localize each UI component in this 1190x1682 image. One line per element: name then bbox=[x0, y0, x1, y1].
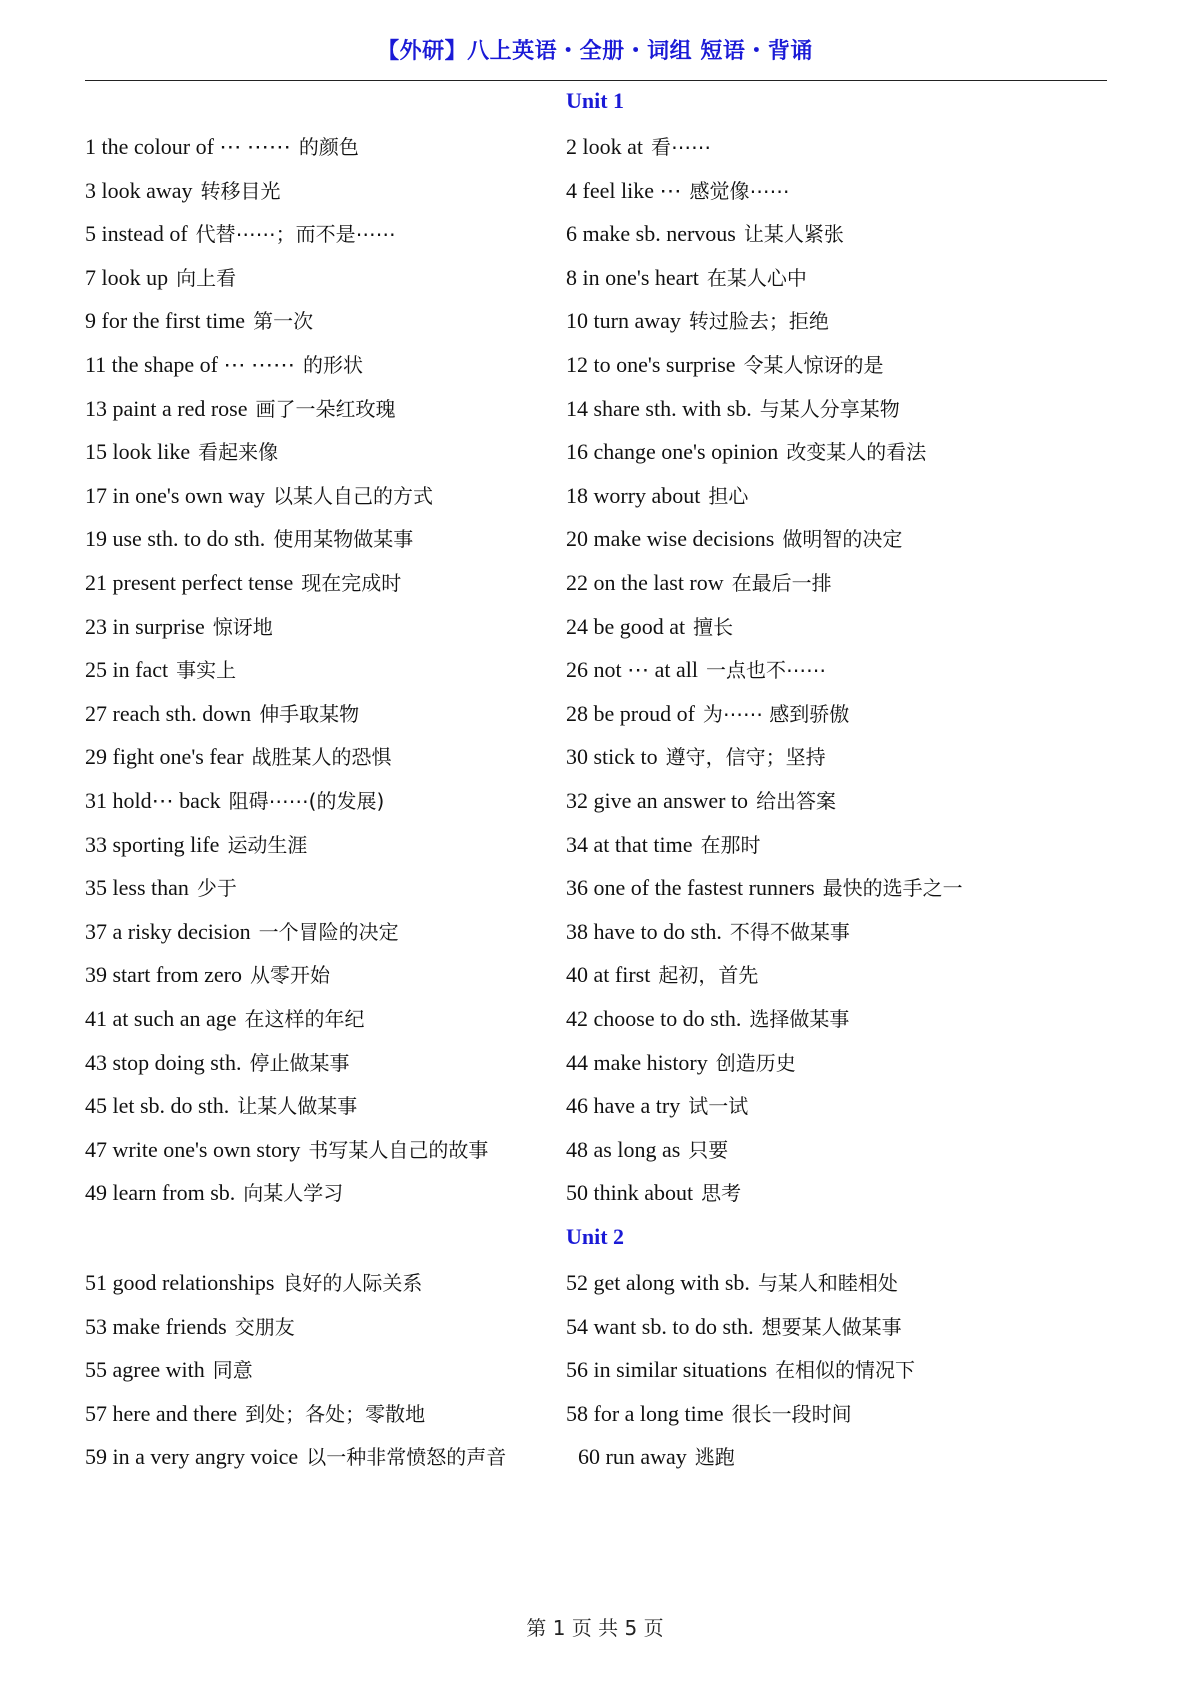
phrase-item bbox=[85, 1135, 488, 1165]
phrase-row bbox=[85, 568, 1107, 598]
phrase-chinese: 在最后一排 bbox=[731, 571, 832, 595]
phrase-english: 60 run away bbox=[578, 1444, 687, 1470]
phrase-english: 47 write one's own story bbox=[85, 1136, 301, 1162]
phrase-row bbox=[85, 219, 1107, 249]
page-header-title: 【外研】八上英语・全册・词组 短语・背诵 bbox=[377, 38, 813, 64]
phrase-english: 24 be good at bbox=[566, 613, 686, 639]
phrase-chinese: 惊讶地 bbox=[212, 614, 273, 639]
phrase-item bbox=[566, 219, 844, 249]
phrase-english: 58 for a long time bbox=[566, 1400, 724, 1426]
phrase-chinese: 思考 bbox=[701, 1181, 742, 1206]
phrase-row bbox=[85, 1135, 1107, 1165]
phrase-english: 34 at that time bbox=[566, 831, 693, 857]
phrase-chinese: 很长一段时间 bbox=[731, 1401, 852, 1426]
phrase-chinese: 在这样的年纪 bbox=[244, 1007, 365, 1031]
phrase-chinese: 逃跑 bbox=[694, 1445, 735, 1470]
phrase-row bbox=[85, 263, 1107, 293]
phrase-item bbox=[85, 568, 401, 598]
phrase-english: 56 in similar situations bbox=[566, 1357, 768, 1383]
phrase-item bbox=[85, 524, 413, 554]
phrase-english: 43 stop doing sth. bbox=[85, 1049, 242, 1075]
phrase-item bbox=[566, 394, 900, 424]
phrase-row bbox=[85, 873, 1107, 903]
phrase-english: 51 good relationships bbox=[85, 1270, 275, 1295]
phrase-item bbox=[566, 917, 850, 947]
phrase-item bbox=[566, 481, 748, 511]
unit-title: Unit 2 bbox=[565, 1224, 625, 1249]
phrase-item bbox=[85, 176, 281, 206]
phrase-english: 45 let sb. do sth. bbox=[85, 1093, 230, 1119]
phrase-chinese: 同意 bbox=[212, 1358, 253, 1383]
phrase-english: 42 choose to do sth. bbox=[566, 1006, 742, 1031]
phrase-chinese: 担心 bbox=[708, 483, 749, 508]
phrase-chinese: 少于 bbox=[196, 876, 237, 901]
phrase-item bbox=[566, 1048, 796, 1078]
phrase-chinese: 良好的人际关系 bbox=[282, 1271, 423, 1295]
phrase-row bbox=[85, 1355, 1107, 1385]
phrase-row bbox=[85, 1091, 1107, 1121]
phrase-chinese: 擅长 bbox=[693, 614, 734, 639]
phrase-item bbox=[566, 830, 760, 860]
phrase-item bbox=[85, 132, 359, 162]
phrase-item bbox=[85, 1312, 295, 1342]
phrase-item bbox=[85, 394, 396, 424]
phrase-item bbox=[85, 263, 236, 293]
phrase-item bbox=[85, 960, 330, 990]
phrase-row bbox=[85, 830, 1107, 860]
phrase-row bbox=[85, 437, 1107, 467]
phrase-english: 4 feel like ⋯ bbox=[566, 177, 682, 203]
phrase-chinese: 看起来像 bbox=[198, 440, 279, 465]
phrase-english: 32 give an answer to bbox=[566, 788, 749, 813]
phrase-row bbox=[85, 655, 1107, 685]
phrase-chinese: 选择做某事 bbox=[749, 1007, 850, 1031]
phrase-chinese: 向上看 bbox=[176, 265, 237, 290]
phrase-item bbox=[85, 437, 278, 467]
phrase-english: 27 reach sth. down bbox=[85, 700, 252, 726]
phrase-english: 46 have a try bbox=[566, 1093, 681, 1119]
phrase-item bbox=[85, 1399, 425, 1429]
phrase-chinese: 伸手取某物 bbox=[259, 701, 360, 726]
phrase-english: 1 the colour of ⋯ ⋯⋯ bbox=[85, 134, 291, 159]
phrase-chinese: 令某人惊讶的是 bbox=[743, 353, 884, 377]
phrase-item bbox=[566, 873, 963, 903]
phrase-english: 11 the shape of ⋯ ⋯⋯ bbox=[85, 352, 295, 377]
phrase-english: 13 paint a red rose bbox=[85, 395, 248, 421]
phrase-english: 30 stick to bbox=[566, 744, 658, 770]
phrase-english: 40 at first bbox=[566, 962, 651, 988]
phrase-english: 54 want sb. to do sth. bbox=[566, 1313, 754, 1339]
phrase-item bbox=[578, 1442, 735, 1472]
phrase-row bbox=[85, 524, 1107, 554]
phrase-chinese: 书写某人自己的故事 bbox=[308, 1137, 489, 1162]
phrase-english: 59 in a very angry voice bbox=[85, 1444, 299, 1470]
phrase-item bbox=[566, 437, 926, 467]
phrase-item bbox=[566, 350, 884, 380]
phrase-chinese: 感觉像⋯⋯ bbox=[689, 178, 790, 203]
phrase-english: 9 for the first time bbox=[85, 308, 246, 334]
phrase-english: 3 look away bbox=[85, 177, 193, 203]
phrase-row bbox=[85, 1442, 1107, 1472]
phrase-chinese: 创造历史 bbox=[715, 1050, 796, 1075]
phrase-row bbox=[85, 699, 1107, 729]
phrase-row bbox=[85, 1268, 1107, 1298]
phrase-chinese: 与某人分享某物 bbox=[759, 396, 900, 421]
phrase-item bbox=[566, 1135, 728, 1165]
phrase-english: 49 learn from sb. bbox=[85, 1180, 236, 1206]
phrase-chinese: 阻碍⋯⋯(的发展) bbox=[228, 789, 385, 813]
phrase-chinese: 使用某物做某事 bbox=[273, 527, 414, 552]
unit-title: Unit 1 bbox=[565, 88, 625, 113]
phrase-item bbox=[85, 1178, 343, 1208]
phrase-chinese: 的颜色 bbox=[298, 135, 359, 159]
phrase-chinese: 以某人自己的方式 bbox=[272, 483, 433, 508]
phrase-english: 6 make sb. nervous bbox=[566, 221, 736, 247]
phrase-item bbox=[85, 699, 359, 729]
phrase-row bbox=[85, 176, 1107, 206]
phrase-chinese: 起初，首先 bbox=[658, 963, 759, 988]
phrase-row bbox=[85, 132, 1107, 162]
phrase-english: 16 change one's opinion bbox=[566, 439, 779, 465]
phrase-english: 38 have to do sth. bbox=[566, 918, 722, 944]
phrase-english: 7 look up bbox=[85, 264, 169, 290]
header-divider bbox=[85, 80, 1107, 81]
phrase-chinese: 只要 bbox=[688, 1137, 729, 1162]
phrase-item bbox=[85, 830, 307, 860]
phrase-english: 55 agree with bbox=[85, 1357, 205, 1383]
phrase-item bbox=[85, 1355, 253, 1385]
phrase-english: 50 think about bbox=[566, 1180, 694, 1206]
phrase-item bbox=[566, 742, 826, 772]
phrase-english: 29 fight one's fear bbox=[85, 744, 244, 770]
phrase-english: 15 look like bbox=[85, 439, 191, 465]
phrase-english: 8 in one's heart bbox=[566, 264, 699, 290]
phrase-english: 18 worry about bbox=[566, 482, 701, 508]
phrase-chinese: 一个冒险的决定 bbox=[258, 919, 399, 944]
phrase-english: 44 make history bbox=[566, 1049, 708, 1075]
phrase-english: 57 here and there bbox=[85, 1400, 238, 1426]
page-footer: 第 1 页 共 5 页 bbox=[526, 1616, 664, 1640]
phrase-chinese: 在相似的情况下 bbox=[775, 1358, 916, 1383]
phrase-english: 22 on the last row bbox=[566, 570, 724, 595]
phrase-item bbox=[85, 917, 399, 947]
phrase-item bbox=[566, 568, 832, 598]
phrase-row bbox=[85, 394, 1107, 424]
phrase-chinese: 想要某人做某事 bbox=[761, 1314, 902, 1339]
phrase-chinese: 向某人学习 bbox=[243, 1181, 344, 1206]
phrase-english: 25 in fact bbox=[85, 657, 169, 683]
phrase-chinese: 不得不做某事 bbox=[729, 919, 850, 944]
phrase-item bbox=[85, 786, 384, 816]
phrase-item bbox=[566, 1178, 741, 1208]
phrase-chinese: 在那时 bbox=[700, 832, 761, 857]
phrase-item bbox=[566, 1355, 915, 1385]
phrase-item bbox=[85, 1442, 506, 1472]
phrase-item bbox=[566, 1268, 898, 1298]
phrase-chinese: 转移目光 bbox=[200, 178, 281, 203]
phrase-item bbox=[85, 1268, 422, 1298]
phrase-english: 23 in surprise bbox=[85, 613, 205, 639]
phrase-chinese: 交朋友 bbox=[234, 1314, 295, 1339]
phrase-item bbox=[85, 219, 396, 249]
phrase-item bbox=[85, 306, 313, 336]
phrase-item bbox=[566, 1399, 852, 1429]
phrase-chinese: 遵守，信守；坚持 bbox=[665, 745, 826, 770]
phrase-chinese: 以一种非常愤怒的声音 bbox=[306, 1445, 507, 1470]
phrase-chinese: 现在完成时 bbox=[301, 571, 402, 595]
phrase-chinese: 的形状 bbox=[302, 353, 363, 377]
phrase-english: 20 make wise decisions bbox=[566, 526, 775, 552]
phrase-item bbox=[85, 1091, 357, 1121]
phrase-english: 14 share sth. with sb. bbox=[566, 395, 752, 421]
phrase-english: 19 use sth. to do sth. bbox=[85, 526, 266, 552]
phrase-row bbox=[85, 306, 1107, 336]
phrase-row bbox=[85, 1178, 1107, 1208]
phrase-item bbox=[566, 524, 902, 554]
phrase-english: 21 present perfect tense bbox=[85, 570, 294, 595]
phrase-item bbox=[85, 481, 433, 511]
phrase-english: 28 be proud of bbox=[566, 700, 695, 726]
phrase-chinese: 给出答案 bbox=[756, 789, 837, 813]
phrase-chinese: 看⋯⋯ bbox=[651, 135, 711, 159]
phrase-item bbox=[566, 786, 836, 816]
phrase-row bbox=[85, 1004, 1107, 1034]
phrase-chinese: 停止做某事 bbox=[249, 1050, 350, 1075]
phrase-row bbox=[85, 1312, 1107, 1342]
phrase-item bbox=[566, 263, 807, 293]
phrase-chinese: 与某人和睦相处 bbox=[757, 1271, 898, 1295]
phrase-english: 31 hold⋯ back bbox=[85, 788, 221, 813]
phrase-item bbox=[566, 960, 758, 990]
phrase-item bbox=[85, 873, 237, 903]
phrase-english: 48 as long as bbox=[566, 1136, 681, 1162]
phrase-item bbox=[566, 1004, 849, 1034]
phrase-chinese: 转过脸去；拒绝 bbox=[688, 309, 829, 334]
phrase-chinese: 做明智的决定 bbox=[782, 527, 903, 552]
phrase-item bbox=[85, 350, 363, 380]
phrase-row bbox=[85, 481, 1107, 511]
phrase-chinese: 第一次 bbox=[253, 309, 314, 334]
phrase-row bbox=[85, 612, 1107, 642]
phrase-english: 39 start from zero bbox=[85, 962, 242, 988]
phrase-english: 2 look at bbox=[566, 134, 643, 159]
phrase-item bbox=[566, 1312, 902, 1342]
phrase-item bbox=[85, 1048, 349, 1078]
phrase-row bbox=[85, 1048, 1107, 1078]
phrase-row bbox=[85, 350, 1107, 380]
phrase-english: 5 instead of bbox=[85, 221, 188, 247]
phrase-item bbox=[566, 1091, 748, 1121]
phrase-item bbox=[566, 306, 829, 336]
phrase-item bbox=[566, 655, 826, 685]
phrase-english: 33 sporting life bbox=[85, 831, 220, 857]
phrase-chinese: 最快的选手之一 bbox=[822, 876, 963, 901]
phrase-english: 41 at such an age bbox=[85, 1006, 237, 1031]
phrase-chinese: 画了一朵红玫瑰 bbox=[255, 396, 396, 421]
phrase-item bbox=[566, 699, 849, 729]
phrase-row bbox=[85, 960, 1107, 990]
phrase-item bbox=[566, 612, 733, 642]
phrase-chinese: 试一试 bbox=[688, 1094, 749, 1119]
phrase-english: 10 turn away bbox=[566, 308, 681, 334]
phrase-row bbox=[85, 742, 1107, 772]
phrase-item bbox=[85, 612, 273, 642]
phrase-item bbox=[85, 742, 392, 772]
phrase-item bbox=[85, 1004, 365, 1034]
phrase-item bbox=[566, 176, 789, 206]
phrase-chinese: 事实上 bbox=[176, 658, 237, 683]
phrase-chinese: 为⋯⋯ 感到骄傲 bbox=[702, 701, 850, 726]
phrase-row bbox=[85, 1399, 1107, 1429]
phrase-english: 26 not ⋯ at all bbox=[566, 657, 698, 683]
phrase-english: 52 get along with sb. bbox=[566, 1270, 750, 1295]
phrase-english: 17 in one's own way bbox=[85, 482, 265, 508]
phrase-chinese: 让某人做某事 bbox=[237, 1094, 358, 1119]
phrase-english: 35 less than bbox=[85, 875, 189, 901]
phrase-row bbox=[85, 917, 1107, 947]
phrase-chinese: 让某人紧张 bbox=[743, 222, 844, 247]
phrase-english: 12 to one's surprise bbox=[566, 352, 736, 377]
phrase-chinese: 战胜某人的恐惧 bbox=[251, 745, 392, 770]
phrase-chinese: 从零开始 bbox=[250, 963, 330, 988]
phrase-chinese: 到处；各处；零散地 bbox=[245, 1401, 426, 1426]
phrase-english: 36 one of the fastest runners bbox=[566, 875, 815, 901]
phrase-english: 37 a risky decision bbox=[85, 918, 251, 944]
phrase-chinese: 在某人心中 bbox=[706, 265, 807, 290]
phrase-chinese: 一点也不⋯⋯ bbox=[705, 658, 826, 683]
phrase-chinese: 运动生涯 bbox=[227, 832, 308, 857]
phrase-row bbox=[85, 786, 1107, 816]
phrase-chinese: 改变某人的看法 bbox=[786, 440, 927, 465]
phrase-english: 53 make friends bbox=[85, 1313, 227, 1339]
phrase-item bbox=[85, 655, 236, 685]
phrase-item bbox=[566, 132, 711, 162]
phrase-chinese: 代替⋯⋯；而不是⋯⋯ bbox=[195, 222, 396, 247]
